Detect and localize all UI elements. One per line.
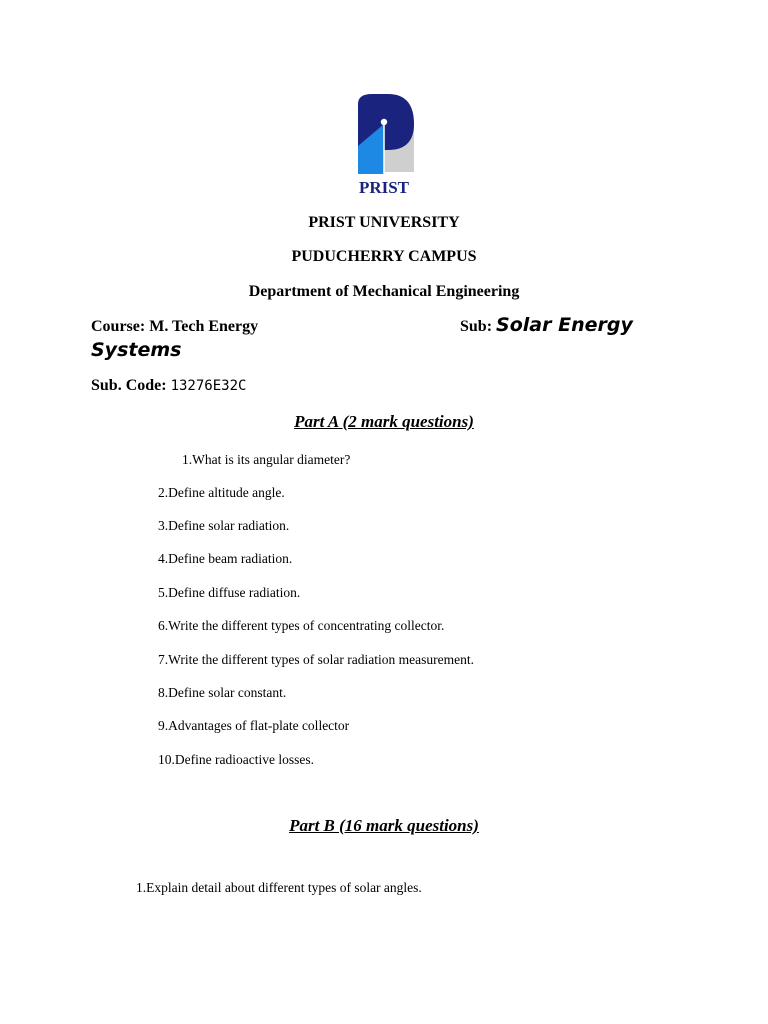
part-b-title: Part B (16 mark questions)	[289, 816, 479, 835]
list-item: 5.Define diffuse radiation.	[158, 585, 301, 600]
course-line	[91, 318, 258, 336]
subject-code-line	[91, 377, 246, 395]
list-item: 7.Write the different types of solar radiation measurement.	[158, 652, 474, 667]
logo-text: PRIST	[358, 178, 410, 197]
code-label: Sub. Code:	[91, 377, 167, 394]
list-item: 6.Write the different types of concentrating collector.	[158, 618, 445, 633]
sub-label: Sub:	[460, 318, 493, 335]
code-value: 13276E32C	[170, 378, 247, 394]
university-name: PRIST UNIVERSITY	[308, 214, 460, 231]
department-name: Department of Mechanical Engineering	[248, 283, 520, 300]
campus-name: PUDUCHERRY CAMPUS	[291, 248, 477, 265]
sub-value: Solar Energy	[496, 314, 633, 336]
list-item: 4.Define beam radiation.	[158, 551, 293, 566]
list-item: 9.Advantages of flat-plate collector	[158, 718, 350, 733]
sub-value-continued: Systems	[91, 339, 182, 361]
list-item: 10.Define radioactive losses.	[158, 752, 314, 767]
prist-logo	[354, 94, 416, 176]
list-item: 1.Explain detail about different types of solar angles.	[136, 880, 422, 895]
list-item: 2.Define altitude angle.	[158, 485, 285, 500]
subject-line	[460, 314, 633, 336]
logo-dot	[381, 119, 387, 125]
course-value: M. Tech Energy	[149, 318, 259, 335]
list-item: 1.What is its angular diameter?	[182, 452, 351, 467]
course-label: Course:	[91, 318, 146, 335]
part-a-title: Part A (2 mark questions)	[294, 412, 474, 431]
list-item: 3.Define solar radiation.	[158, 518, 290, 533]
list-item: 8.Define solar constant.	[158, 685, 287, 700]
